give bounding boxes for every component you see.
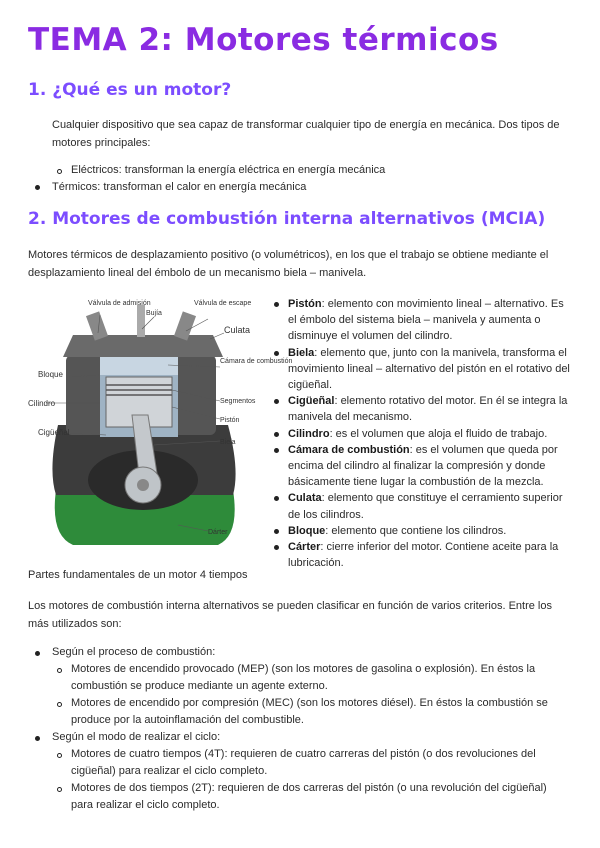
label-chamber: Cámara de combustión xyxy=(220,358,293,365)
list-item: Cigüeñal: elemento rotativo del motor. En él se integra la manivela del mecanismo. xyxy=(272,393,572,425)
label-spark: Bujía xyxy=(146,310,162,317)
criterion-sub-line: produce por la autoinflamación del combustible. xyxy=(71,714,304,726)
section2-intro-line2: desplazamiento lineal del émbolo de un mecanismo biela – manivela. xyxy=(28,267,367,279)
label-intake: Válvula de admisión xyxy=(88,300,151,307)
engine-diagram xyxy=(28,295,293,565)
definitions-list xyxy=(272,296,572,571)
bullet-icon xyxy=(274,302,279,307)
section2-intro-line1: Motores térmicos de desplazamiento positivo (o volumétricos), en los que el trabajo se obtiene mediante el xyxy=(28,249,549,261)
label-block: Bloque xyxy=(38,370,63,379)
criterion-sub-line: cigüeñal) para realizar el ciclo completo. xyxy=(71,765,268,777)
bullet-icon xyxy=(274,448,279,453)
section1-heading: 1. ¿Qué es un motor? xyxy=(28,80,232,100)
criterion-sub-line: para realizar el ciclo completo. xyxy=(71,799,220,811)
criterion-sub-line: Motores de encendido provocado (MEP) (son los motores de gasolina o explosión). En éstos la xyxy=(71,663,536,675)
criterion-sub-line: Motores de cuatro tiempos (4T): requieren de cuatro carreras del pistón (o dos revoluciones del xyxy=(71,748,536,760)
label-piston: Pistón xyxy=(220,417,240,424)
list-item: Biela: elemento que, junto con la manivela, transforma el movimiento lineal – alternativo del pistón en el rotativo del cigüeñal. xyxy=(272,345,572,394)
criterion-sub-line: Motores de dos tiempos (2T): requieren de dos carreras del pistón (o una revolución del cigüeñal) xyxy=(71,782,547,794)
section2-heading: 2. Motores de combustión interna alternativos (MCIA) xyxy=(28,209,546,229)
classify-line2: más utilizados son: xyxy=(28,618,122,630)
sub-bullet-icon xyxy=(57,753,62,758)
bullet-icon xyxy=(274,432,279,437)
bullet-icon xyxy=(274,399,279,404)
bullet-icon xyxy=(35,185,40,190)
bullet-icon xyxy=(274,351,279,356)
criterion-sub-line: combustión se produce mediante un agente externo. xyxy=(71,680,328,692)
page-title: TEMA 2: Motores térmicos xyxy=(28,22,499,58)
list-item: Culata: elemento que constituye el cerramiento superior de los cilindros. xyxy=(272,490,572,522)
label-cylinder: Cilindro xyxy=(28,399,56,408)
label-exhaust: Válvula de escape xyxy=(194,300,252,307)
list-item: Cámara de combustión: es el volumen que queda por encima del cilindro al finalizar la compresión y donde básicamente tiene lugar la combustión de la mezcla. xyxy=(272,442,572,491)
sub-bullet-icon xyxy=(57,787,62,792)
sub-bullet-icon xyxy=(57,169,62,174)
bullet-icon xyxy=(35,736,40,741)
list-item: Cilindro: es el volumen que aloja el fluido de trabajo. xyxy=(272,426,572,442)
bullet-icon xyxy=(274,545,279,550)
section1-intro-line2: motores principales: xyxy=(52,137,151,149)
criterion-sub-line: Motores de encendido por compresión (MEC) (son los motores diésel). En éstos la combustión se xyxy=(71,697,548,709)
label-rings: Segmentos xyxy=(220,398,256,405)
list-item: Bloque: elemento que contiene los cilindros. xyxy=(272,523,572,539)
classify-line1: Los motores de combustión interna alternativos se pueden clasificar en función de varios criterios. Entre los xyxy=(28,600,552,612)
label-head: Culata xyxy=(224,325,251,335)
bullet-icon xyxy=(274,529,279,534)
item-thermal: Térmicos: transforman el calor en energía mecánica xyxy=(52,181,307,193)
bullet-icon xyxy=(35,651,40,656)
criterion-label: Según el proceso de combustión: xyxy=(52,646,216,658)
criterion-label: Según el modo de realizar el ciclo: xyxy=(52,731,221,743)
list-item: Pistón: elemento con movimiento lineal – alternativo. Es el émbolo del sistema biela – manivela y aumenta o disminuye el volumen del cilindro. xyxy=(272,296,572,345)
label-rod: Biela xyxy=(220,439,236,446)
section1-intro-line1: Cualquier dispositivo que sea capaz de transformar cualquier tipo de energía en mecánica. Dos tipos de xyxy=(52,119,560,131)
label-crank: Cigüeñal xyxy=(38,428,70,437)
list-item: Cárter: cierre inferior del motor. Contiene aceite para la lubricación. xyxy=(272,539,572,571)
sub-bullet-icon xyxy=(57,702,62,707)
bullet-icon xyxy=(274,496,279,501)
sub-bullet-icon xyxy=(57,668,62,673)
item-electric: Eléctricos: transforman la energía eléctrica en energía mecánica xyxy=(71,164,386,176)
label-sump: Dárter xyxy=(208,529,228,536)
figure-caption: Partes fundamentales de un motor 4 tiempos xyxy=(28,569,248,581)
